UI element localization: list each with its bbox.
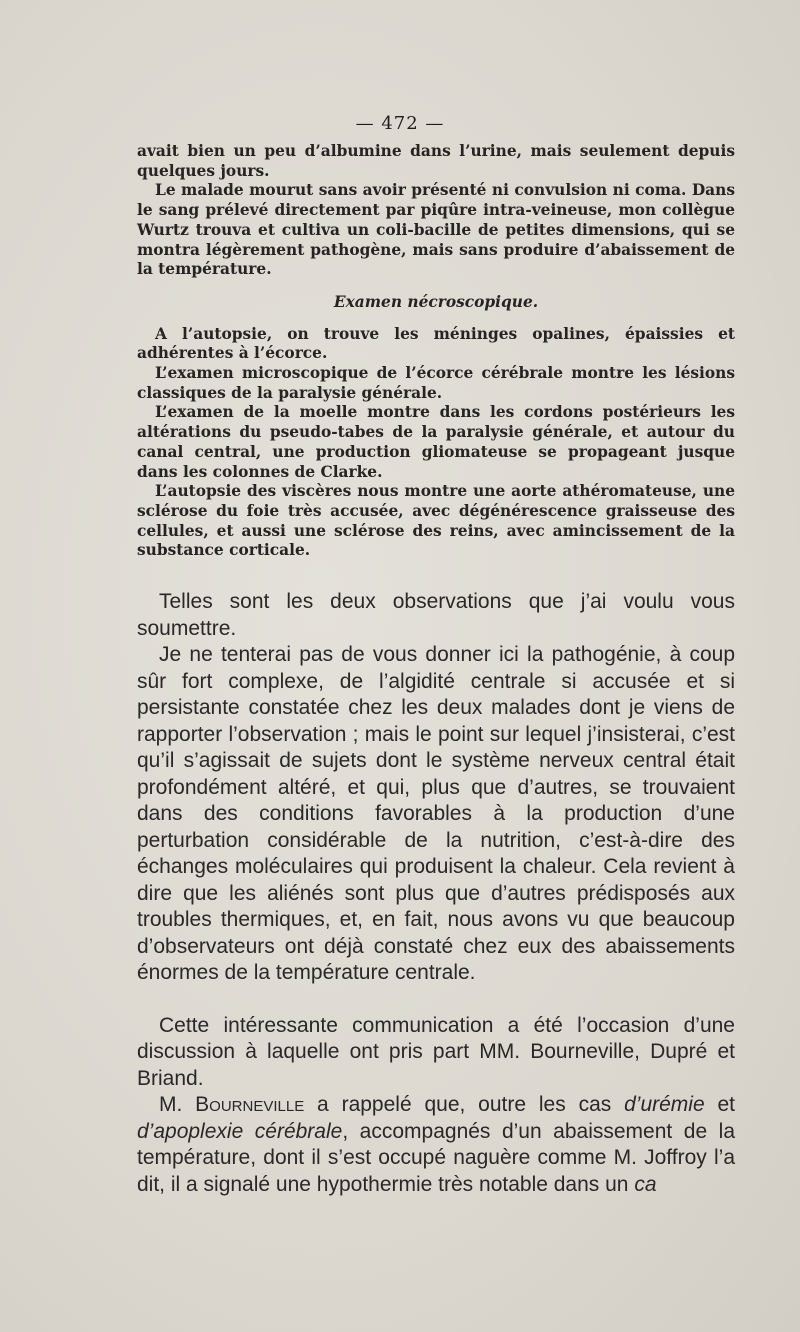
discussion-block	[137, 589, 735, 1198]
section-heading: Examen nécroscopique.	[333, 292, 539, 311]
paragraph-spinal-cord: L’examen de la moelle montre dans les cordons postérieurs les altérations du pseudo-tabes de la paralysie générale, et autour du canal central, une production gliomateuse se propageant jusque dans les colonnes de Clarke.	[137, 403, 735, 481]
paragraph-autopsy: A l’autopsie, on trouve les méninges opalines, épaissies et adhérentes à l’écorce.	[137, 324, 735, 363]
paragraph-continuation: avait bien un peu d’albumine dans l’urine, mais seulement depuis quelques jours.	[137, 142, 735, 180]
paragraph-cortex: L’examen microscopique de l’écorce cérébrale montre les lésions classiques de la paralysie générale.	[137, 364, 735, 402]
speaker-name: M. Bourneville	[159, 1093, 305, 1116]
case-report-block	[137, 142, 735, 561]
italic-term: ca	[634, 1172, 657, 1196]
page-number: — 472 —	[355, 113, 445, 134]
paragraph-death: Le malade mourut sans avoir présenté ni convulsion ni coma. Dans le sang prélevé directement par piqûre intra-veineuse, mon collègue Wurtz trouva et cultiva un coli-bacille de petites dimensions, qui se montra légèrement pathogène, mais sans produire d’abaissement de la température.	[137, 181, 735, 279]
text-run: , accompagnés d’un abaissement de la température, dont il s’est occupé naguère comme M. Joffroy l’a dit, il a signalé une hypothermie très notable dans un	[137, 1119, 735, 1196]
paragraph-pathogeny: Je ne tenterai pas de vous donner ici la pathogénie, à coup sûr fort complexe, de l’algidité centrale si accusée et si persistante constatée chez les deux malades dont je viens de rapporter l’observation ; mais le point sur lequel j’insisterai, c’est qu’il s’agissait de sujets dont le système nerveux central était profondément altéré, et qui, plus que d’autres, se trouvaient dans des conditions favorables à la production d’une perturbation considérable de la nutrition, c’est-à-dire des échanges moléculaires qui produisent la chaleur. Cela revient à dire que les aliénés sont plus que d’autres prédisposés aux troubles thermiques, et, en fait, nous avons vu que beaucoup d’observateurs ont déjà constaté chez eux des abaissements énormes de la température centrale.	[137, 643, 735, 984]
paragraph-discussion: Cette intéressante communication a été l’occasion d’une discussion à laquelle ont pris part MM. Bourneville, Dupré et Briand.	[137, 1013, 735, 1090]
paragraph-observations: Telles sont les deux observations que j’ai voulu vous soumettre.	[137, 590, 735, 640]
text-run: a rappelé que, outre les cas	[304, 1093, 625, 1116]
text-run: et	[704, 1093, 735, 1116]
italic-term: d’apoplexie cérébrale	[137, 1119, 343, 1143]
paragraph-bourneville	[137, 1092, 735, 1198]
paragraph-viscera: L’autopsie des viscères nous montre une aorte athéromateuse, une sclérose du foie très accusée, avec dégénérescence graisseuse des cellules, et aussi une sclérose des reins, avec amincissement de la substance corticale.	[137, 482, 735, 560]
italic-term: d’urémie	[624, 1093, 705, 1116]
